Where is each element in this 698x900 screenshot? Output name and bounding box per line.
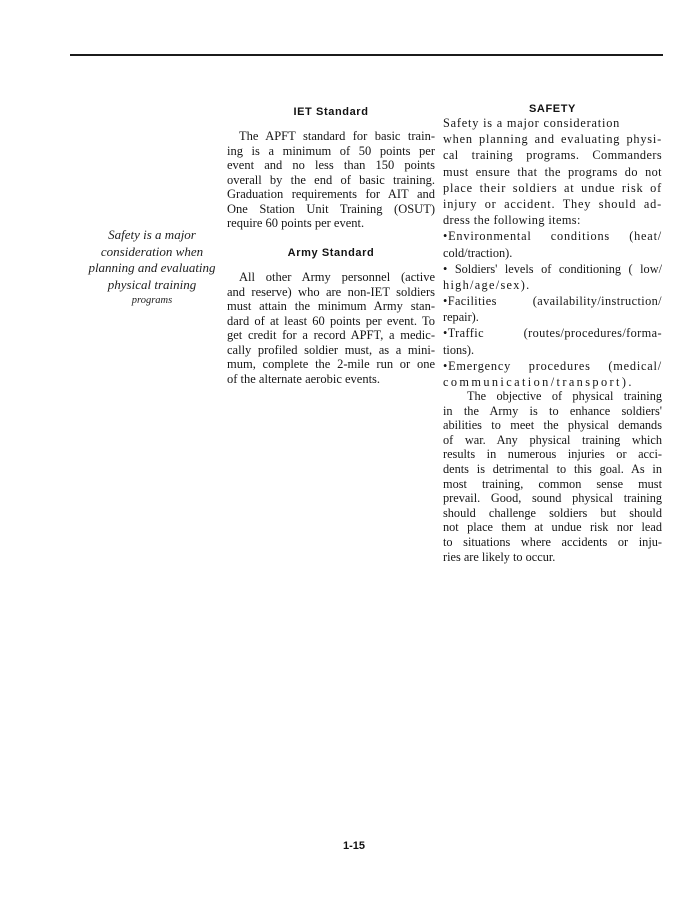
paragraph-line: place their soldiers at undue risk of [443,180,662,195]
army-standard-heading: Army Standard [287,247,375,259]
paragraph-line: when planning and evaluating physi- [443,132,662,147]
page-number: 1-15 [342,840,366,852]
paragraph-line: and reserve) who are non-IET soldiers [227,284,435,299]
paragraph-line: must attain the minimum Army stan- [227,299,435,313]
margin-note [76,227,228,310]
margin-note-line: planning and evaluating [88,260,216,275]
paragraph-line: most training, common sense must [443,476,662,491]
paragraph-line: injury or accident. They should ad- [443,196,662,211]
margin-note-line: consideration when [100,243,204,259]
paragraph-line: must ensure that the programs do not [443,164,662,179]
paragraph-line: cal training programs. Commanders [443,148,662,163]
paragraph-line: get credit for a record APFT, a medic- [227,328,435,342]
paragraph-line: Graduation requirements for AIT and [227,187,435,201]
bullet-item-line: •Environmental conditions (heat/ [443,229,662,244]
bullet-item-line: cold/traction). [443,245,513,260]
paragraph-line: The APFT standard for basic train- [239,129,435,143]
top-rule [70,54,663,56]
bullet-item-line: •Emergency procedures (medical/ [443,358,662,373]
safety-paragraph [443,115,662,390]
paragraph-line: cally profiled soldier must, as a mini- [227,342,435,357]
paragraph-line: of war. Any physical training which [443,432,662,447]
margin-note-line: Safety is a major [108,227,196,242]
paragraph-line: overall by the end of basic training. [227,172,435,187]
paragraph-line: ing is a minimum of 50 points per [227,143,435,158]
bullet-item-line: •Traffic (routes/procedures/forma- [443,326,662,341]
army-standard-paragraph [227,270,435,386]
margin-note-line: physical training [107,276,197,292]
bullet-item-line: •Facilities (availability/instruction/ [443,294,662,309]
paragraph-line: Safety is a major consideration [443,116,621,130]
paragraph-line: dents is detrimental to this goal. As in [443,461,662,476]
margin-note-line: programs [131,295,173,306]
paragraph-line: to situations where accidents or inju- [443,534,662,549]
safety-heading: SAFETY [529,103,576,115]
paragraph-line: not place them at undue risk nor lead [443,520,662,535]
paragraph-line: mum, complete the 2-mile run or one [227,357,435,371]
paragraph-line: ries are likely to occur. [443,549,556,564]
paragraph-line: dress the following items: [443,213,581,228]
paragraph-line: of the alternate aerobic events. [227,371,381,386]
paragraph-line: results in numerous injuries or acci- [443,447,662,462]
paragraph-line: event and no less than 150 points [227,158,435,172]
bullet-item-line: high/age/sex). [443,277,531,292]
paragraph-line: in the Army is to enhance soldiers' [443,403,662,418]
paragraph-line: require 60 points per event. [227,216,365,230]
paragraph-line: All other Army personnel (active [239,270,435,284]
paragraph-line: One Station Unit Training (OSUT) [227,201,435,216]
paragraph-line: dard of at least 60 points per event. To [227,313,435,328]
safety-objective-paragraph [443,389,662,564]
paragraph-line: should challenge soldiers but should [443,505,662,520]
iet-standard-heading: IET Standard [293,106,369,118]
iet-standard-paragraph [227,129,435,231]
bullet-item-line: tions). [443,342,475,357]
paragraph-line: The objective of physical training [467,389,662,403]
bullet-item-line: communication/transport). [443,375,634,389]
bullet-item-line: • Soldiers' levels of conditioning ( low/ [443,261,662,276]
bullet-item-line: repair). [443,310,479,325]
paragraph-line: abilities to meet the physical demands [443,418,662,433]
paragraph-line: prevail. Good, sound physical training [443,491,662,506]
